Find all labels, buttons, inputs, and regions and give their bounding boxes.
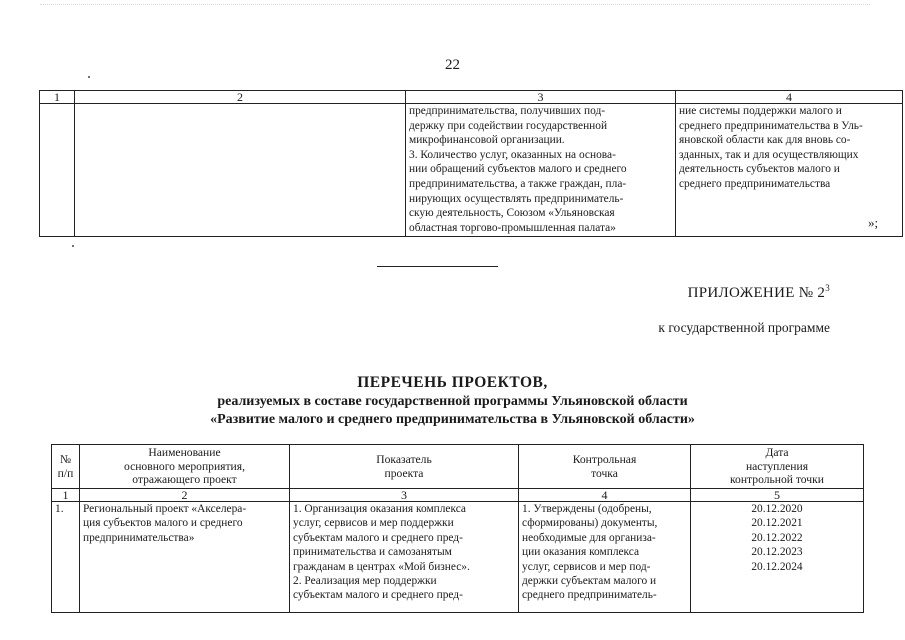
date-value: 20.12.2022 bbox=[751, 531, 803, 544]
column-number: 4 bbox=[519, 489, 691, 502]
cell-name bbox=[80, 502, 290, 613]
column-number: 3 bbox=[290, 489, 519, 502]
cell-dates bbox=[691, 502, 864, 613]
text-line: нирующих осуществлять предприниматель- bbox=[409, 192, 624, 205]
header-line: Контрольная bbox=[572, 452, 637, 466]
text-line: 1. Утверждены (одобрены, bbox=[522, 503, 652, 515]
document-subtitle: реализуемых в составе государственной программы Ульяновской области bbox=[217, 394, 688, 409]
text-line: нии обращений субъектов малого и среднего bbox=[409, 163, 627, 176]
header-indicator bbox=[290, 445, 519, 489]
text-line: скую деятельность, Союзом «Ульяновская bbox=[409, 207, 615, 220]
text-line: необходимые для организа- bbox=[522, 531, 656, 544]
closing-quote: »; bbox=[868, 215, 879, 230]
table-row bbox=[52, 502, 864, 613]
column-number: 1 bbox=[40, 91, 75, 104]
scan-artifact-dots bbox=[40, 4, 870, 15]
text-line: субъектам малого и среднего пред- bbox=[293, 589, 463, 602]
table-header-row bbox=[52, 445, 864, 489]
text-line: 2. Реализация мер поддержки bbox=[293, 575, 437, 588]
scan-speck bbox=[72, 245, 74, 247]
cell-name bbox=[75, 104, 406, 237]
projects-table bbox=[51, 444, 864, 613]
text-line: 3. Количество услуг, оказанных на основа- bbox=[409, 148, 616, 161]
date-value: 20.12.2021 bbox=[751, 517, 803, 530]
header-line: наступления bbox=[745, 459, 809, 473]
text-line: сформированы) документы, bbox=[522, 517, 658, 530]
cell-indicator bbox=[290, 502, 519, 613]
date-value: 20.12.2020 bbox=[751, 503, 803, 515]
header-line: основного мероприятия, bbox=[124, 459, 245, 473]
separator-line bbox=[377, 266, 498, 267]
page-number: 22 bbox=[445, 57, 460, 73]
date-value: 20.12.2023 bbox=[751, 546, 803, 559]
header-checkpoint bbox=[519, 445, 691, 489]
cell-checkpoint bbox=[519, 502, 691, 613]
text-line: микрофинансовой организации. bbox=[409, 134, 565, 147]
header-line: Показатель bbox=[376, 452, 432, 466]
text-line: яновской области как для вновь со- bbox=[679, 134, 851, 147]
text-line: ции оказания комплекса bbox=[522, 546, 640, 559]
text-line: держки субъектам малого и bbox=[522, 575, 657, 588]
header-name bbox=[80, 445, 290, 489]
column-number: 2 bbox=[80, 489, 290, 502]
text-line: среднего предприниматель- bbox=[522, 589, 657, 602]
cell-indicator bbox=[406, 104, 676, 237]
table-header-row bbox=[40, 91, 903, 104]
header-line: проекта bbox=[384, 466, 424, 480]
text-line: держку при содействии государственной bbox=[409, 119, 608, 132]
header-line: № bbox=[59, 452, 72, 466]
header-line: Дата bbox=[765, 445, 789, 459]
column-number: 2 bbox=[75, 91, 406, 104]
text-line: Региональный проект «Акселера- bbox=[83, 503, 247, 515]
appendix-subtitle: к государственной программе bbox=[658, 320, 830, 335]
appendix-text: ПРИЛОЖЕНИЕ № 2 bbox=[687, 285, 826, 301]
cell-number bbox=[40, 104, 75, 237]
header-number bbox=[52, 445, 80, 489]
header-line: Наименование bbox=[148, 445, 221, 459]
text-line: среднего предпринимательства в Уль- bbox=[679, 119, 863, 132]
text-line: гражданам в центрах «Мой бизнес». bbox=[293, 560, 470, 573]
header-line: п/п bbox=[57, 466, 74, 480]
table-row bbox=[40, 104, 903, 237]
header-date bbox=[691, 445, 864, 489]
text-line: услуг, сервисов и мер под- bbox=[522, 560, 651, 573]
text-line: предпринимательства» bbox=[83, 531, 195, 544]
text-line: ция субъектов малого и среднего bbox=[83, 517, 243, 530]
header-line: точка bbox=[591, 466, 618, 480]
column-number: 3 bbox=[406, 91, 676, 104]
text-line: 1. Организация оказания комплекса bbox=[293, 503, 466, 515]
appendix-superscript: 3 bbox=[825, 283, 830, 293]
cell-number: 1. bbox=[52, 502, 80, 613]
text-line: услуг, сервисов и мер поддержки bbox=[293, 517, 454, 530]
scan-speck bbox=[88, 76, 90, 78]
column-number: 4 bbox=[676, 91, 903, 104]
text-line: принимательства и самозанятым bbox=[293, 546, 452, 559]
column-number: 1 bbox=[52, 489, 80, 502]
text-line: ние системы поддержки малого и bbox=[679, 105, 842, 117]
text-line: деятельность субъектов малого и bbox=[679, 163, 840, 176]
text-line: предпринимательства, получивших под- bbox=[409, 105, 606, 117]
text-line: областная торгово-промышленная палата» bbox=[409, 221, 616, 234]
header-line: отражающего проект bbox=[132, 473, 237, 487]
text-line: субъектам малого и среднего пред- bbox=[293, 531, 463, 544]
date-value: 20.12.2024 bbox=[751, 560, 803, 573]
header-line: контрольной точки bbox=[730, 473, 824, 487]
text-line: среднего предпринимательства bbox=[679, 177, 831, 190]
appendix-label bbox=[590, 283, 830, 302]
text-line: зданных, так и для осуществляющих bbox=[679, 148, 859, 161]
program-name: «Развитие малого и среднего предпринимательства в Ульяновской области» bbox=[210, 412, 695, 427]
column-number: 5 bbox=[691, 489, 864, 502]
text-line: предпринимательства, а также граждан, пла- bbox=[409, 177, 627, 190]
continuation-table bbox=[39, 90, 903, 237]
document-title: ПЕРЕЧЕНЬ ПРОЕКТОВ, bbox=[357, 374, 548, 391]
column-number-row bbox=[52, 489, 864, 502]
